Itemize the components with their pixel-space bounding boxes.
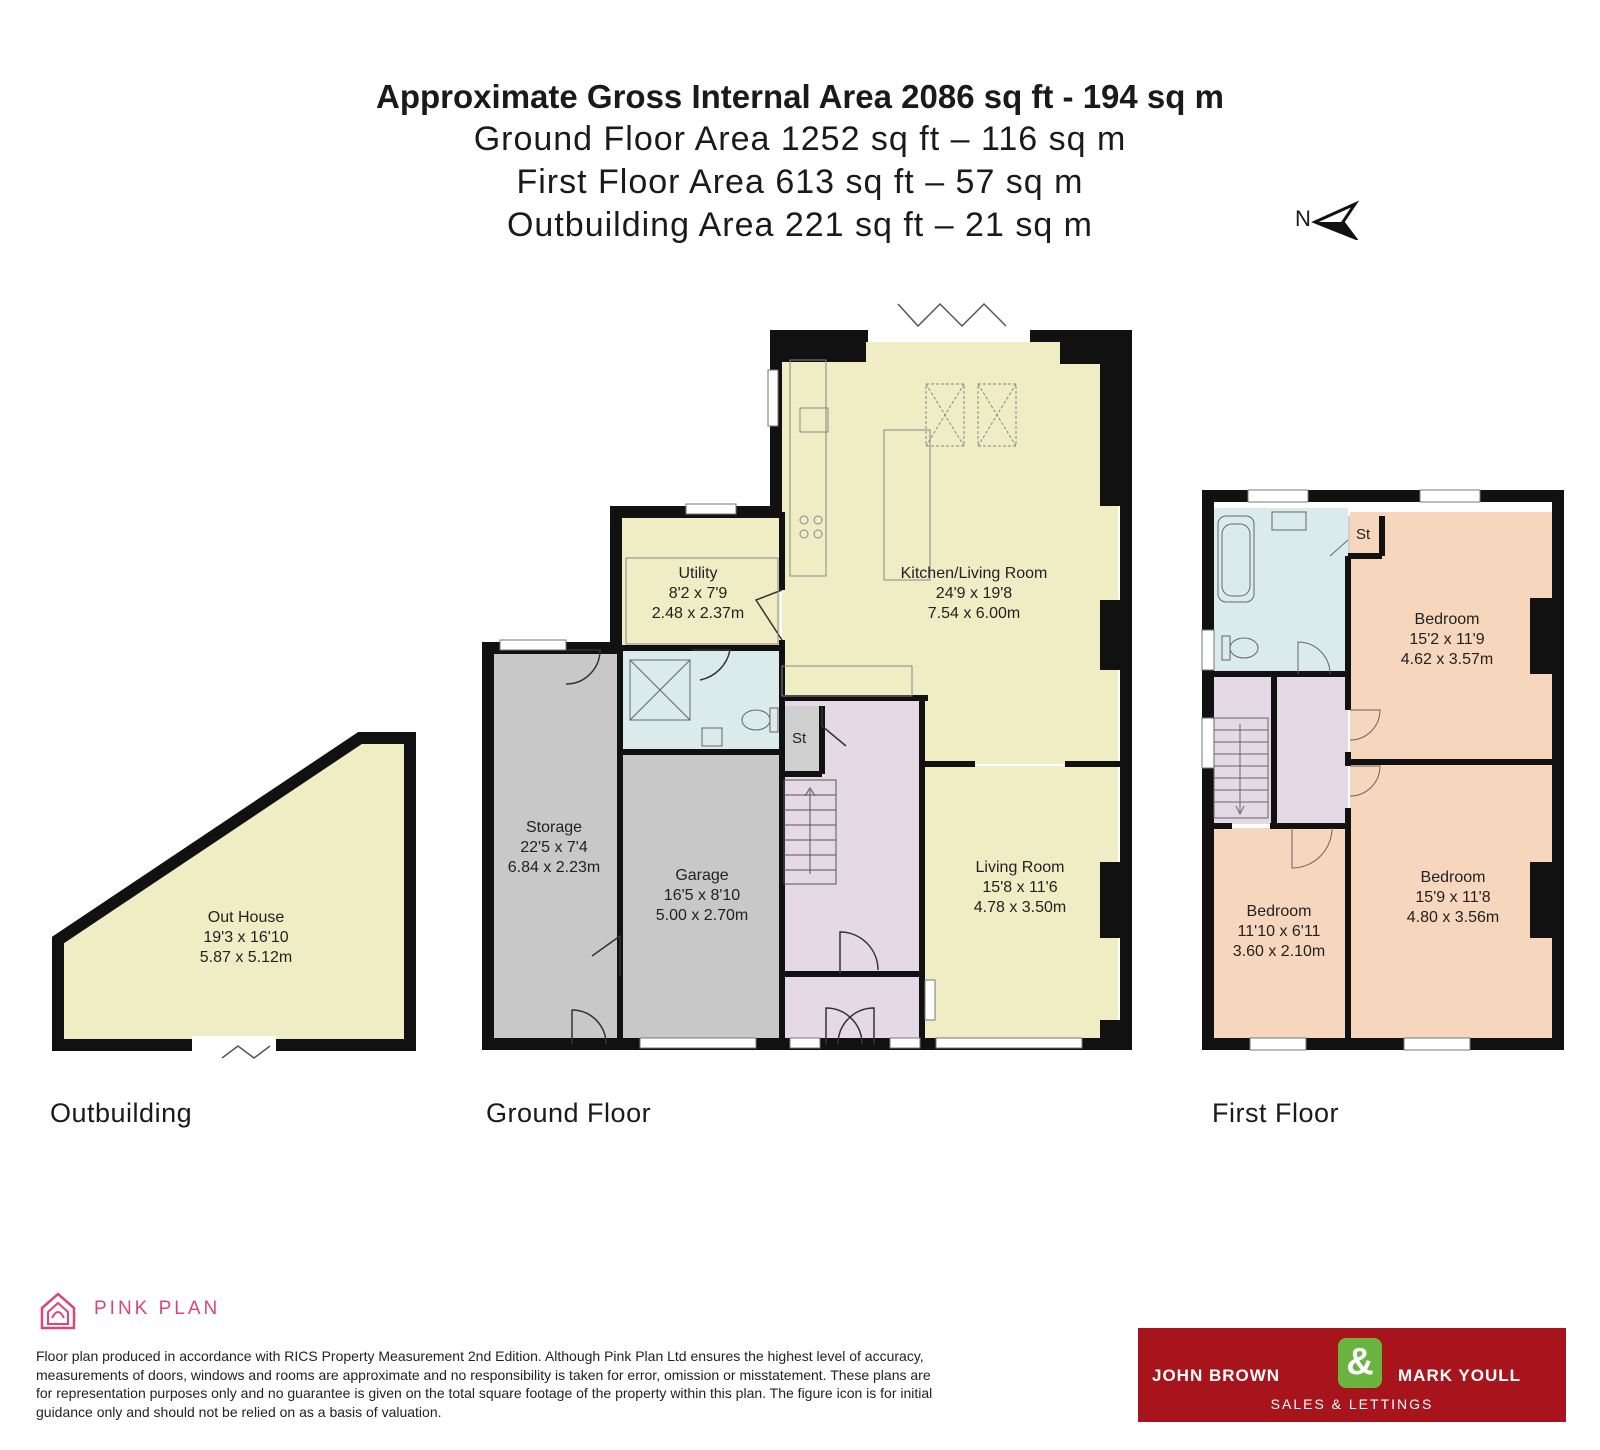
room-imperial: 16'5 x 8'10 xyxy=(663,887,741,904)
agent-name-right: MARK YOULL xyxy=(1398,1366,1522,1385)
room-imperial: 19'3 x 16'10 xyxy=(203,929,289,946)
agent-tagline: SALES & LETTINGS xyxy=(1270,1396,1434,1412)
first-floor-plan xyxy=(1202,490,1558,1050)
pink-plan-brand: PINK PLAN xyxy=(94,1298,221,1319)
room-name: Kitchen/Living Room xyxy=(900,565,1048,582)
floor-label-ground: Ground Floor xyxy=(486,1098,652,1128)
floor-label-first: First Floor xyxy=(1212,1098,1339,1128)
room-imperial: 22'5 x 7'4 xyxy=(520,839,588,856)
room-metric: 4.78 x 3.50m xyxy=(973,899,1067,916)
room-metric: 4.62 x 3.57m xyxy=(1400,651,1494,668)
agent-name-left: JOHN BROWN xyxy=(1152,1366,1281,1385)
store-label-ground: St xyxy=(792,730,807,747)
ground-floor-plan xyxy=(488,304,1126,1048)
room-imperial: 15'9 x 11'8 xyxy=(1415,889,1491,906)
room-label-out-house xyxy=(166,908,326,968)
room-name: Living Room xyxy=(975,859,1065,876)
first-floor-area: First Floor Area 613 sq ft – 57 sq m xyxy=(516,163,1084,201)
store-label-first: St xyxy=(1356,526,1371,543)
room-imperial: 15'2 x 11'9 xyxy=(1409,631,1485,648)
room-imperial: 15'8 x 11'6 xyxy=(982,879,1058,896)
room-label-bedroom-1 xyxy=(1372,610,1522,670)
room-metric: 5.00 x 2.70m xyxy=(655,907,749,924)
agent-logo xyxy=(1138,1328,1566,1422)
room-name: Bedroom xyxy=(1420,869,1486,886)
room-name: Utility xyxy=(678,565,718,582)
room-label-bedroom-2 xyxy=(1378,868,1528,928)
out-house-room xyxy=(58,738,410,1045)
room-name: Garage xyxy=(675,867,729,884)
area-title: Approximate Gross Internal Area 2086 sq ft - 194 sq m xyxy=(376,78,1224,115)
room-label-bedroom-3 xyxy=(1212,902,1346,962)
room-metric: 6.84 x 2.23m xyxy=(507,859,601,876)
bathroom xyxy=(1212,508,1348,674)
room-label-storage xyxy=(484,818,624,878)
room-name: Storage xyxy=(525,819,583,836)
room-name: Bedroom xyxy=(1246,903,1312,920)
house-logo-icon xyxy=(36,1288,80,1332)
room-metric: 3.60 x 2.10m xyxy=(1232,943,1326,960)
room-label-living xyxy=(950,858,1090,918)
room-name: Out House xyxy=(207,909,285,926)
room-metric: 2.48 x 2.37m xyxy=(651,605,745,622)
room-metric: 4.80 x 3.56m xyxy=(1406,909,1500,926)
room-imperial: 8'2 x 7'9 xyxy=(668,585,728,602)
room-imperial: 24'9 x 19'8 xyxy=(935,585,1013,602)
room-label-utility xyxy=(630,564,766,624)
ground-floor-area: Ground Floor Area 1252 sq ft – 116 sq m xyxy=(473,120,1127,158)
outbuilding-plan xyxy=(58,738,410,1058)
room-metric: 7.54 x 6.00m xyxy=(927,605,1021,622)
room-imperial: 11'10 x 6'11 xyxy=(1237,923,1321,940)
room-name: Bedroom xyxy=(1414,611,1480,628)
room-metric: 5.87 x 5.12m xyxy=(199,949,293,966)
room-label-garage xyxy=(632,866,772,926)
outbuilding-area: Outbuilding Area 221 sq ft – 21 sq m xyxy=(506,206,1093,244)
disclaimer-text: Floor plan produced in accordance with RICS Property Measurement 2nd Edition. Although Pink Plan Ltd ensures the highest level of accuracy, measurements of doors, windows and rooms are approximate and no responsibility is taken for error, omission or misstatement. These plans are for representation purposes only and no guarantee is given on the total square footage of the property within this plan. The figure icon is for initial guidance only and should not be relied on as a basis of valuation. xyxy=(36,1348,933,1420)
agent-ampersand: & xyxy=(1338,1338,1382,1388)
shower-room xyxy=(622,650,780,750)
room-label-kitchen xyxy=(874,564,1074,624)
floor-label-outbuilding: Outbuilding xyxy=(50,1098,193,1128)
compass-label: N xyxy=(1295,206,1311,231)
pink-plan-logo xyxy=(36,1288,246,1332)
